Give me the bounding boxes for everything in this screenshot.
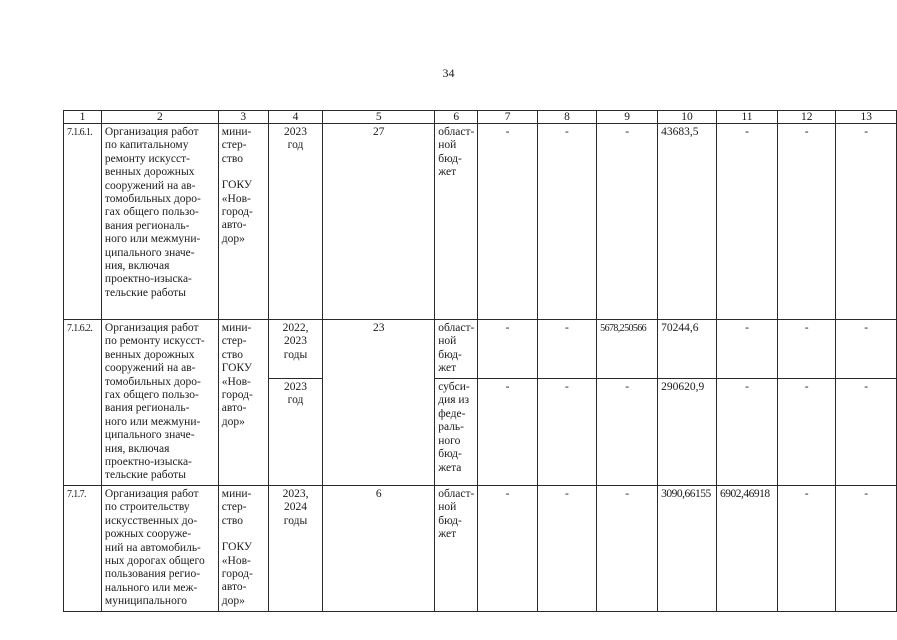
source-line: ной	[438, 501, 457, 514]
description-line: ремонту искусст-	[104, 152, 190, 165]
executor-line: дор»	[221, 415, 245, 428]
years-line: 2024	[284, 501, 307, 514]
column-header: 12	[777, 111, 835, 124]
table-row	[64, 124, 897, 320]
implementation-years	[268, 124, 323, 320]
description-line: по строительству	[104, 501, 190, 514]
source-line: ной	[438, 335, 457, 348]
years-line: 2023	[284, 335, 307, 348]
amount-cell: -	[537, 320, 596, 379]
source-line: жет	[438, 528, 457, 541]
years-line: год	[287, 394, 304, 407]
executor-line: «Нов-	[221, 554, 251, 567]
years-line: год	[287, 139, 304, 152]
executor-line: ство	[221, 514, 244, 527]
description-line: тельские работы	[104, 286, 186, 299]
amount-cell: -	[777, 379, 835, 486]
description-line: тельские работы	[104, 469, 186, 482]
row-number: 7.1.6.2.	[64, 320, 102, 486]
row-number: 7.1.6.1.	[64, 124, 102, 320]
amount-cell: -	[836, 379, 897, 486]
amount-cell: -	[537, 485, 596, 611]
source-line: област-	[438, 487, 475, 500]
executor	[218, 320, 268, 486]
years-line: годы	[283, 514, 308, 527]
description-line: ного или межмуни-	[104, 233, 201, 246]
amount-cell: -	[478, 320, 537, 379]
column-header: 6	[435, 111, 478, 124]
description-line: Организация работ	[104, 322, 199, 334]
source-line: раль-	[438, 421, 465, 434]
amount-cell: 6902,46918	[717, 485, 778, 611]
column-header: 2	[101, 111, 218, 124]
column-header: 8	[537, 111, 596, 124]
description-line: ципального значе-	[104, 246, 195, 259]
source-line: бюд-	[438, 448, 462, 461]
amount-cell: 5678,250566	[597, 320, 658, 379]
executor-line: ство	[221, 152, 244, 165]
description-line: муниципального	[104, 595, 187, 608]
funding-source	[435, 320, 478, 379]
amount-cell: -	[537, 124, 596, 320]
description-line: проектно-изыска-	[104, 456, 192, 469]
amount-cell: -	[478, 379, 537, 486]
source-line: област-	[438, 322, 475, 334]
source-line: субси-	[438, 381, 470, 394]
description-line: проектно-изыска-	[104, 273, 192, 286]
target-indicator: 6	[323, 485, 435, 611]
source-line: бюд-	[438, 514, 462, 527]
description-line: томобильных доро-	[104, 193, 201, 206]
executor-line: стер-	[221, 501, 247, 514]
description-line: ния, включая	[104, 442, 170, 455]
amount-cell: 43683,5	[658, 124, 717, 320]
implementation-years	[268, 485, 323, 611]
description-line: венных дорожных	[104, 348, 195, 361]
column-header: 7	[478, 111, 537, 124]
years-line: 2023,	[282, 487, 309, 500]
executor	[218, 485, 268, 611]
implementation-years	[268, 379, 323, 486]
executor-line: мини-	[221, 487, 252, 500]
executor-line: дор»	[221, 594, 245, 607]
executor-line: стер-	[221, 139, 247, 152]
description-line: ний на автомобиль-	[104, 541, 201, 554]
executor-line: стер-	[221, 335, 247, 348]
table-row	[64, 485, 897, 611]
executor-line: ГОКУ	[221, 541, 253, 554]
description-line: вания региональ-	[104, 219, 190, 232]
source-line: бюд-	[438, 348, 462, 361]
description-line: Организация работ	[104, 487, 199, 500]
amount-cell: -	[597, 485, 658, 611]
funding-source	[435, 379, 478, 486]
amount-cell: 70244,6	[658, 320, 717, 379]
description-line: ного или межмуни-	[104, 415, 201, 428]
measure-description	[101, 485, 218, 611]
executor-line: ГОКУ	[221, 362, 253, 375]
description-line: Организация работ	[104, 126, 199, 138]
executor-line: мини-	[221, 322, 252, 334]
description-line: томобильных доро-	[104, 375, 201, 388]
column-header: 1	[64, 111, 102, 124]
target-indicator: 23	[323, 320, 435, 486]
executor-line: город-	[221, 567, 253, 580]
amount-cell: -	[777, 485, 835, 611]
amount-cell: -	[717, 320, 778, 379]
executor-line: «Нов-	[221, 375, 251, 388]
amount-cell: -	[478, 124, 537, 320]
table-header-row	[64, 111, 897, 124]
description-line: по капитальному	[104, 139, 189, 152]
years-line: 2022,	[282, 322, 309, 334]
description-line: нального или меж-	[104, 581, 198, 594]
page-number: 34	[442, 66, 455, 80]
column-header: 9	[597, 111, 658, 124]
implementation-years	[268, 320, 323, 379]
executor-line: ГОКУ	[221, 179, 253, 192]
amount-cell: -	[836, 485, 897, 611]
measure-description	[101, 124, 218, 320]
description-line: по ремонту искусст-	[104, 335, 205, 348]
amount-cell: -	[717, 124, 778, 320]
description-line: вания региональ-	[104, 402, 190, 415]
column-header: 3	[218, 111, 268, 124]
executor-line: город-	[221, 389, 253, 402]
amount-cell: 3090,66155	[658, 485, 717, 611]
amount-cell: -	[597, 124, 658, 320]
source-line: жет	[438, 166, 457, 179]
description-line: гах общего пользо-	[104, 389, 199, 402]
description-line: сооружений на ав-	[104, 179, 196, 192]
description-line: ния, включая	[104, 260, 170, 273]
amount-cell: -	[777, 124, 835, 320]
description-line: венных дорожных	[104, 166, 195, 179]
amount-cell: -	[478, 485, 537, 611]
amount-cell: -	[836, 124, 897, 320]
amount-cell: -	[717, 379, 778, 486]
description-line: ципального значе-	[104, 429, 195, 442]
amount-cell: -	[777, 320, 835, 379]
executor-line: авто-	[221, 581, 247, 594]
column-header: 4	[268, 111, 323, 124]
source-line: ной	[438, 139, 457, 152]
column-header: 5	[323, 111, 435, 124]
measure-description	[101, 320, 218, 486]
executor-line: авто-	[221, 219, 247, 232]
amount-cell: -	[537, 379, 596, 486]
executor	[218, 124, 268, 320]
column-header: 10	[658, 111, 717, 124]
executor-line: город-	[221, 206, 253, 219]
executor-line: дор»	[221, 232, 245, 245]
source-line: жета	[438, 461, 462, 474]
funding-source	[435, 124, 478, 320]
executor-line: ство	[221, 348, 244, 361]
description-line: гах общего пользо-	[104, 206, 199, 219]
source-line: бюд-	[438, 152, 462, 165]
table-row	[64, 320, 897, 379]
target-indicator: 27	[323, 124, 435, 320]
row-number: 7.1.7.	[64, 485, 102, 611]
years-line: годы	[283, 348, 308, 361]
amount-cell: -	[597, 379, 658, 486]
description-line: рожных сооруже-	[104, 528, 192, 541]
description-line: ных дорогах общего	[104, 554, 205, 567]
source-line: феде-	[438, 407, 466, 420]
amount-cell: 290620,9	[658, 379, 717, 486]
source-line: жет	[438, 362, 457, 375]
description-line: искусственных до-	[104, 514, 198, 527]
description-line: пользования регио-	[104, 568, 201, 581]
executor-line: «Нов-	[221, 192, 251, 205]
executor-line: мини-	[221, 126, 252, 138]
column-header: 13	[836, 111, 897, 124]
years-line: 2023	[284, 126, 307, 138]
funding-source	[435, 485, 478, 611]
description-line: сооружений на ав-	[104, 362, 196, 375]
source-line: област-	[438, 126, 475, 138]
amount-cell: -	[836, 320, 897, 379]
column-header: 11	[717, 111, 778, 124]
source-line: дия из	[438, 394, 470, 407]
program-table	[63, 110, 897, 612]
executor-line: авто-	[221, 402, 247, 415]
source-line: ного	[438, 434, 461, 447]
years-line: 2023	[284, 381, 307, 394]
